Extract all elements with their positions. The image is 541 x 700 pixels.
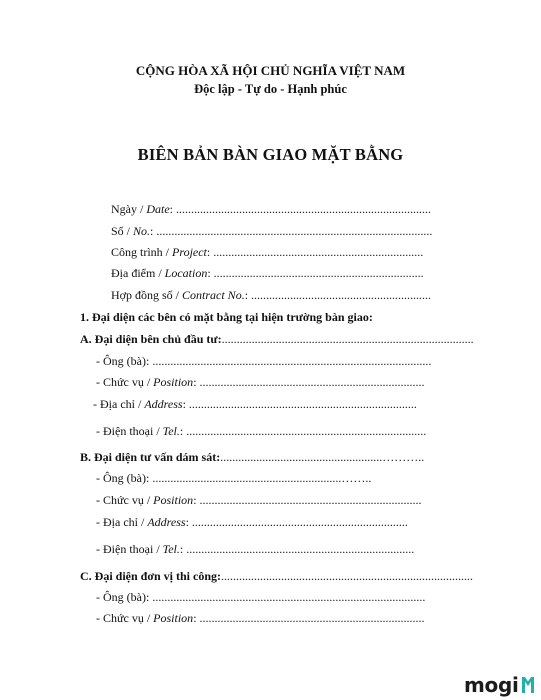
- section-a-heading: [80, 332, 474, 347]
- section-b-dots: ......................................................………..: [220, 450, 425, 464]
- field-label: Hợp đồng số /: [111, 288, 183, 302]
- field-prefix: -: [96, 375, 103, 389]
- field-dots: : .............................................................................................: [145, 354, 432, 368]
- field-prefix: -: [96, 611, 103, 625]
- field-date: [111, 202, 431, 217]
- section-c-title: C. Đại diện đơn vị thi công:: [80, 569, 221, 583]
- field-label-en: Date: [146, 202, 170, 216]
- section-b-heading: [80, 450, 424, 465]
- field-label: Chức vụ /: [103, 375, 154, 389]
- field-prefix: -: [96, 471, 103, 485]
- section-1-heading: 1. Đại diện các bên có mặt bằng tại hiện trường bàn giao:: [80, 310, 373, 324]
- field-dots: : ...........................................................................: [193, 611, 425, 625]
- field-dots: : ...........................................................................: [193, 375, 425, 389]
- section-a-dots: ....................................................................................: [221, 332, 474, 346]
- field-dots: : ..........................................................................: [193, 493, 422, 507]
- section-b-name-field: [96, 471, 371, 486]
- mogi-logo: [464, 672, 534, 696]
- field-label: Điện thoại /: [103, 542, 163, 556]
- field-label: Chức vụ /: [103, 493, 154, 507]
- field-prefix: -: [96, 542, 103, 556]
- section-a-position-field: [96, 375, 425, 390]
- field-label-en: Position: [153, 611, 194, 625]
- logo-text: mogi: [464, 673, 519, 697]
- field-dots: : .....................................................................................: [169, 202, 431, 216]
- field-location: [111, 266, 424, 281]
- field-label-en: Position: [153, 375, 194, 389]
- field-label-en: No.: [133, 224, 151, 238]
- field-label-en: Tel.: [162, 424, 180, 438]
- field-number: [111, 224, 432, 239]
- field-label: Chức vụ /: [103, 611, 154, 625]
- national-name: CỘNG HÒA XÃ HỘI CHỦ NGHĨA VIỆT NAM: [135, 63, 406, 78]
- section-a-name-field: [96, 354, 431, 369]
- field-prefix: -: [96, 354, 103, 368]
- field-label: Địa điểm /: [111, 266, 165, 280]
- section-c-dots: ....................................................................................: [221, 569, 473, 583]
- field-prefix: -: [93, 397, 100, 411]
- section-b-position-field: [96, 493, 422, 508]
- document-title: BIÊN BẢN BÀN GIAO MẶT BẰNG: [137, 145, 404, 164]
- section-c-heading: [80, 569, 473, 584]
- section-a-address-field: [93, 397, 417, 412]
- field-dots: : ............................................................................................: [150, 224, 433, 238]
- field-prefix: -: [96, 424, 103, 438]
- field-dots: : ......................................................................: [207, 266, 424, 280]
- field-dots: : ............................................................................: [179, 542, 415, 556]
- field-label: Ông (bà): [103, 590, 146, 604]
- motto: Độc lập - Tự do - Hạnh phúc: [194, 82, 347, 96]
- field-label-en: Project: [172, 245, 207, 259]
- field-label: Ông (bà): [103, 354, 146, 368]
- field-label: Địa chỉ /: [100, 397, 145, 411]
- section-b-phone-field: [96, 542, 414, 557]
- field-project: [111, 245, 423, 260]
- field-prefix: -: [96, 590, 103, 604]
- field-label: Địa chỉ /: [103, 515, 148, 529]
- field-dots: : ...............................................................……..: [145, 471, 372, 485]
- field-label-en: Position: [153, 493, 194, 507]
- field-dots: : ...........................................................................................: [145, 590, 426, 604]
- field-label-en: Address: [144, 397, 183, 411]
- section-b-address-field: [96, 515, 408, 530]
- field-label: Số /: [111, 224, 134, 238]
- field-label: Ngày /: [111, 202, 147, 216]
- field-label-en: Tel.: [162, 542, 180, 556]
- field-label: Công trình /: [111, 245, 173, 259]
- field-dots: : ................................................................................: [179, 424, 427, 438]
- section-a-phone-field: [96, 424, 426, 439]
- field-label-en: Contract No.: [182, 288, 245, 302]
- field-dots: : ........................................................................: [185, 515, 408, 529]
- field-prefix: -: [96, 493, 103, 507]
- field-dots: : ............................................................................: [182, 397, 417, 411]
- section-c-position-field: [96, 611, 425, 626]
- field-label-en: Location: [164, 266, 208, 280]
- field-label: Điện thoại /: [103, 424, 163, 438]
- section-c-name-field: [96, 590, 425, 605]
- logo-mark-icon: [522, 677, 534, 693]
- field-contract: [111, 288, 431, 303]
- field-label-en: Address: [147, 515, 186, 529]
- field-prefix: -: [96, 515, 103, 529]
- section-b-title: B. Đại diện tư vấn dám sát:: [80, 450, 221, 464]
- field-label: Ông (bà): [103, 471, 146, 485]
- field-dots: : ............................................................: [244, 288, 432, 302]
- field-dots: : ......................................................................: [206, 245, 424, 259]
- section-a-title: A. Đại diện bên chủ đầu tư:: [80, 332, 222, 346]
